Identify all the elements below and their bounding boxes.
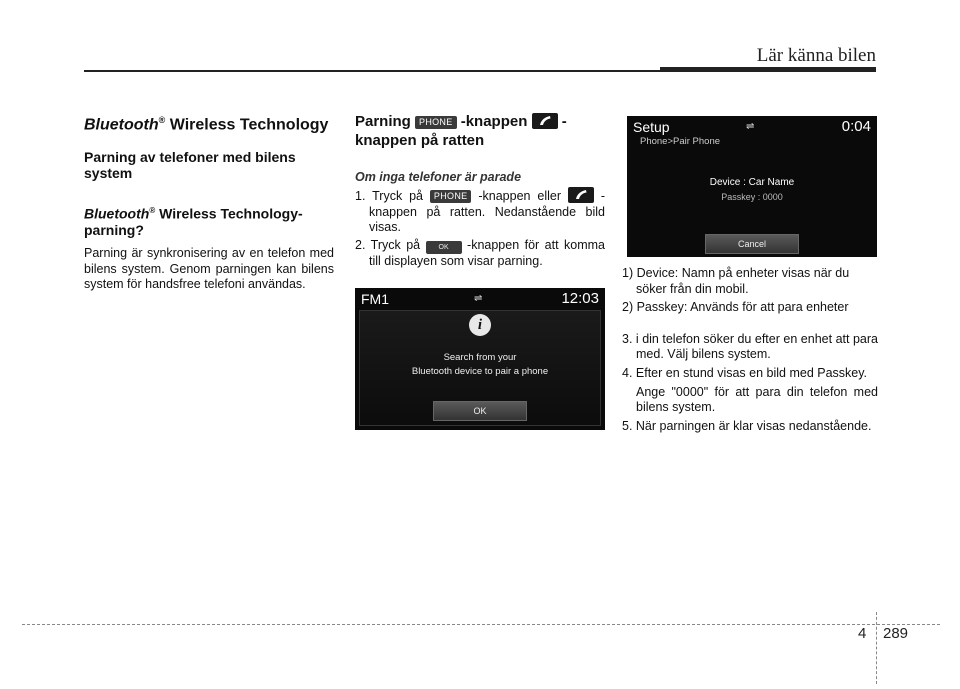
question-heading: Bluetooth® Wireless Technology-parning?	[84, 205, 303, 238]
status-bar: Setup ⇌ 0:04	[627, 116, 877, 138]
footer-divider	[876, 612, 877, 684]
pairing-heading: Parning PHONE -knappen - knappen på ratten	[355, 113, 567, 149]
section-heading: Bluetooth® Wireless Technology	[84, 115, 329, 134]
steering-phone-icon	[532, 113, 558, 129]
subsection-heading: Parning av telefoner med bilens system	[84, 149, 296, 182]
status-bar: FM1 ⇌ 12:03	[355, 288, 605, 310]
step-2: 2. Tryck på OK -knappen för att komma till displayen som visar parning.	[355, 237, 606, 268]
steering-phone-icon	[568, 187, 594, 203]
step-3: 3. i din telefon söker du efter en enhet att para med. Välj bilens system.	[622, 331, 878, 362]
note-device: 1) Device: Namn på enheter visas när du söker från din mobil.	[622, 266, 850, 296]
usb-icon: ⇌	[746, 121, 755, 132]
ok-button[interactable]: OK	[433, 401, 527, 421]
device-info: Device : Car Name Passkey : 0000	[709, 177, 795, 202]
header-rule-thick	[660, 67, 876, 72]
intro-paragraph: Parning är synkronisering av en telefon med bilens system. Genom parningen kan bilens system för handsfree telefoni användas.	[84, 245, 334, 292]
phone-button-label: PHONE	[430, 190, 472, 203]
breadcrumb: Phone>Pair Phone	[640, 136, 721, 147]
page-number: 289	[883, 625, 909, 642]
footer-rule	[22, 624, 940, 625]
header-rule	[84, 70, 660, 72]
cancel-button[interactable]: Cancel	[705, 234, 799, 254]
info-icon: i	[469, 314, 491, 336]
usb-icon: ⇌	[474, 293, 483, 304]
running-header: Lär känna bilen	[756, 45, 876, 66]
column-2	[355, 112, 605, 269]
column-3	[622, 264, 878, 434]
ok-button-label: OK	[426, 241, 462, 254]
setup-screen	[627, 116, 877, 257]
phone-button-label: PHONE	[415, 116, 457, 129]
note-passkey: 2) Passkey: Används för att para enheter	[622, 300, 849, 315]
chapter-number: 4	[858, 625, 867, 642]
step-5: 5. När parningen är klar visas nedanstående.	[622, 418, 872, 433]
step-4: 4. Efter en stund visas en bild med Passkey.	[622, 365, 868, 380]
step-1: 1. Tryck på PHONE -knappen eller -knappen på ratten. Nedanstående bild visas.	[355, 189, 605, 235]
no-phone-subheading: Om inga telefoner är parade	[355, 170, 522, 184]
search-message: Search from your Bluetooth device to pair a phone	[411, 352, 549, 377]
search-screen	[355, 288, 605, 430]
step-4-detail: Ange "0000" för att para din telefon med bilens system.	[636, 384, 878, 415]
column-1	[84, 112, 334, 293]
